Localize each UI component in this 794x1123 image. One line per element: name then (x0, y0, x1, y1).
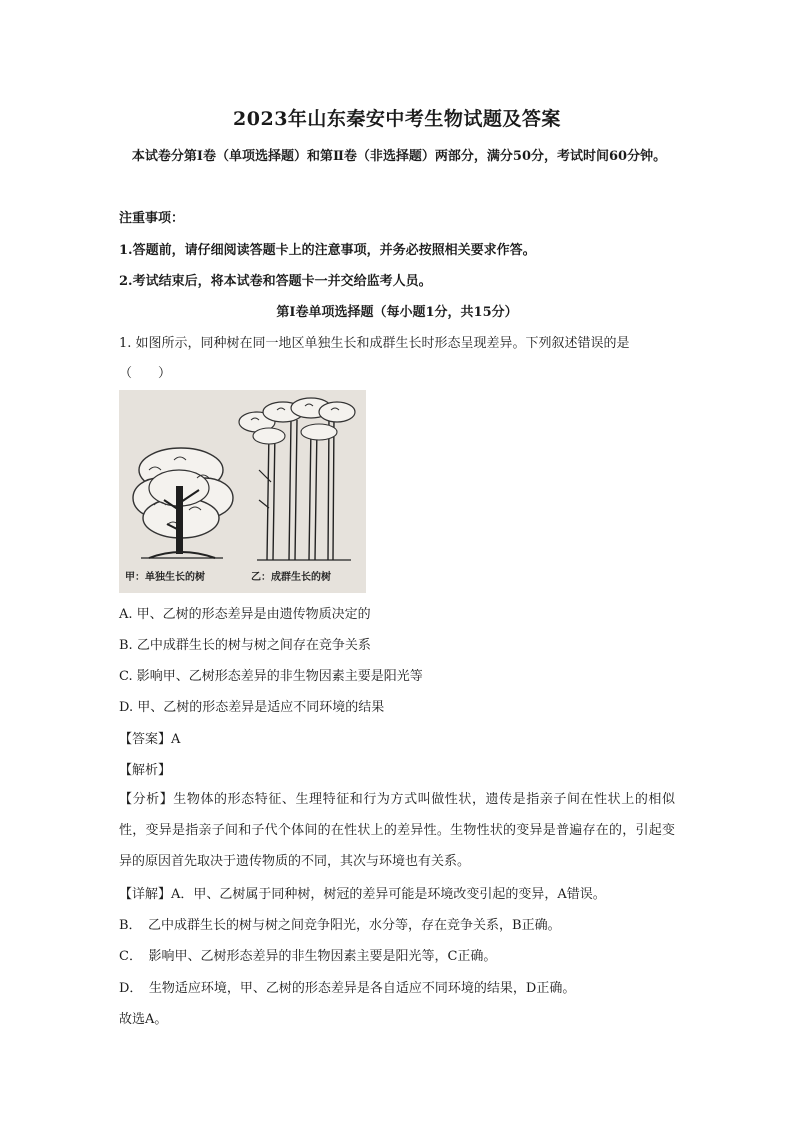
option-a: A. 甲、乙树的形态差异是由遗传物质决定的 (119, 607, 371, 622)
option-c: C. 影响甲、乙树形态差异的非生物因素主要是阳光等 (119, 669, 423, 684)
detail-d: D． 生物适应环境，甲、乙树的形态差异是各自适应不同环境的结果，D正确。 (119, 981, 576, 996)
intro-paragraph: 本试卷分第Ⅰ卷（单项选择题）和第Ⅱ卷（非选择题）两部分，满分50分，考试时间60分钟。 (131, 149, 667, 164)
detail-b: B． 乙中成群生长的树与树之间竞争阳光，水分等，存在竞争关系，B正确。 (119, 918, 561, 933)
detail-c: C． 影响甲、乙树形态差异的非生物因素主要是阳光等，C正确。 (119, 949, 497, 964)
option-b: B. 乙中成群生长的树与树之间存在竞争关系 (119, 638, 371, 653)
tree-illustration (119, 390, 366, 593)
option-d: D. 甲、乙树的形态差异是适应不同环境的结果 (119, 700, 385, 715)
notice-heading: 注重事项： (119, 211, 185, 226)
figure-label-single: 甲：单独生长的树 (125, 572, 205, 583)
analysis-paragraph: 【分析】生物体的形态特征、生理特征和行为方式叫做性状，遗传是指亲子间在性状上的相似性，变异是指亲子间和子代个体间的在性状上的差异性。生物性状的变异是普遍存在的，引起变异的原因首先取决于遗传物质的不同，其次与环境也有关系。 (119, 792, 675, 869)
figure-label-group: 乙：成群生长的树 (251, 572, 331, 583)
conclusion: 故选A。 (119, 1012, 168, 1027)
tree-figure (119, 390, 366, 593)
detail-a: 【详解】A．甲、乙树属于同种树，树冠的差异可能是环境改变引起的变异，A错误。 (119, 887, 606, 902)
question-stem: 1. 如图所示，同种树在同一地区单独生长和成群生长时形态呈现差异。下列叙述错误的是 (119, 336, 630, 351)
section-heading: 第Ⅰ卷单项选择题（每小题1分，共15分） (276, 305, 518, 320)
notice-item-2: 2.考试结束后，将本试卷和答题卡一并交给监考人员。 (119, 274, 432, 289)
analysis-heading: 【解析】 (119, 763, 172, 778)
doc-title: 2023年山东秦安中考生物试题及答案 (233, 108, 561, 130)
notice-item-1: 1.答题前，请仔细阅读答题卡上的注意事项，并务必按照相关要求作答。 (119, 243, 536, 258)
answer-line: 【答案】A (119, 732, 181, 747)
answer-blank: （ ） (119, 366, 172, 381)
